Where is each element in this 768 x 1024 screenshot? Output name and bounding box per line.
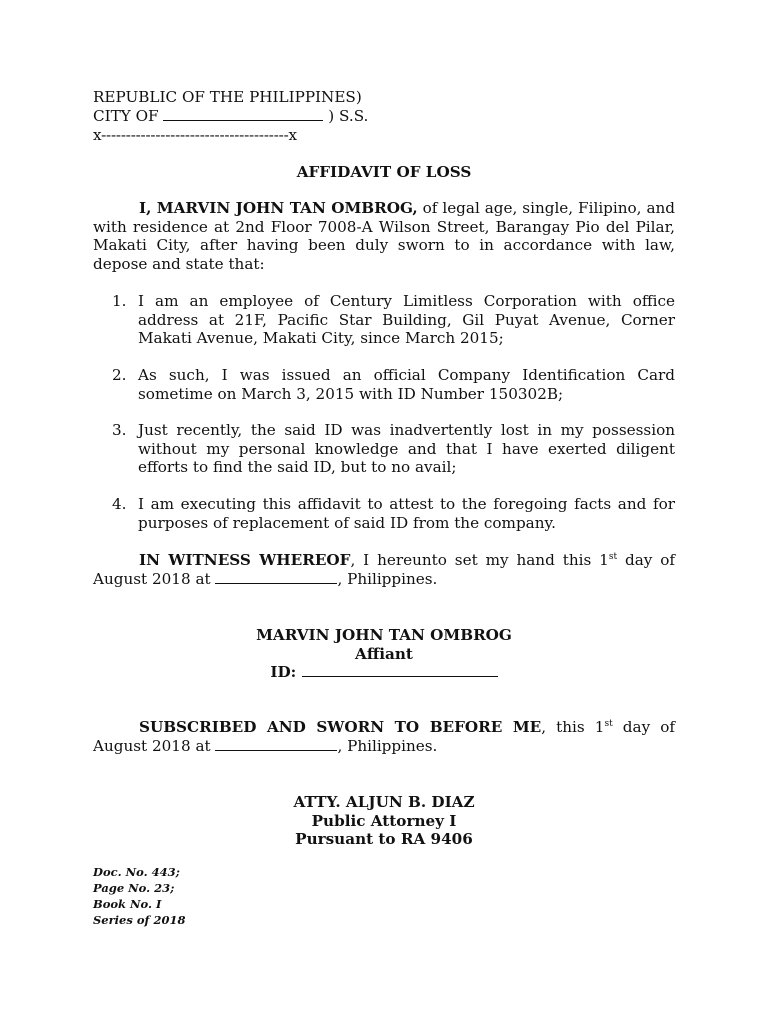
notary-pursuant: Pursuant to RA 9406	[295, 830, 473, 848]
header-republic: REPUBLIC OF THE PHILIPPINES)	[93, 88, 362, 106]
notary-name: ATTY. ALJUN B. DIAZ	[293, 793, 475, 811]
list-item: 2. As such, I was issued an official Company Identification Card sometime on March 3, 2015 with ID Number 150302B;	[112, 366, 675, 403]
notary-signature-block	[0, 793, 768, 849]
page-no: Page No. 23;	[93, 881, 175, 895]
document-title: AFFIDAVIT OF LOSS	[296, 163, 472, 181]
place-blank-line	[215, 570, 337, 584]
book-no: Book No. I	[93, 897, 162, 911]
list-item: 1. I am an employee of Century Limitless Corporation with office address at 21F, Pacific Star Building, Gil Puyat Avenue, Corner Makati Avenue, Makati City, since March 2015;	[112, 292, 675, 347]
id-blank-line	[302, 663, 498, 677]
list-item: 3. Just recently, the said ID was inadvertently lost in my possession without my personal knowledge and that I have exerted diligent efforts to find the said ID, but to no avail;	[112, 421, 675, 476]
affiant-signature-block	[0, 626, 768, 682]
affiant-role: Affiant	[355, 644, 413, 663]
subscribed-paragraph: SUBSCRIBED AND SWORN TO BEFORE ME, this 1st day of August 2018 at , Philippines.	[93, 718, 676, 755]
affiant-name: MARVIN JOHN TAN OMBROG	[256, 626, 512, 644]
series-of: Series of 2018	[93, 913, 186, 927]
notary-title: Public Attorney I	[311, 811, 457, 830]
intro-paragraph: I, MARVIN JOHN TAN OMBROG, of legal age, single, Filipino, and with residence at 2nd Floor 7008-A Wilson Street, Barangay Pio del Pilar, Makati City, after having been duly sworn to in accordance with law, depose and state that:	[93, 199, 676, 273]
list-item: 4. I am executing this affidavit to attest to the foregoing facts and for purposes of replacement of said ID from the company.	[112, 495, 675, 532]
header-city: CITY OF ) S.S.	[93, 107, 369, 125]
witness-paragraph: IN WITNESS WHEREOF, I hereunto set my hand this 1st day of August 2018 at , Philippines.	[93, 551, 676, 588]
header-separator: x--------------------------------------x	[93, 126, 297, 144]
place-blank-line	[215, 737, 337, 751]
affiant-intro-name: I, MARVIN JOHN TAN OMBROG,	[139, 199, 418, 217]
doc-no: Doc. No. 443;	[93, 865, 180, 879]
city-blank-line	[163, 107, 323, 121]
affiant-id: ID:	[0, 663, 768, 682]
notarial-register-notes	[93, 864, 185, 928]
